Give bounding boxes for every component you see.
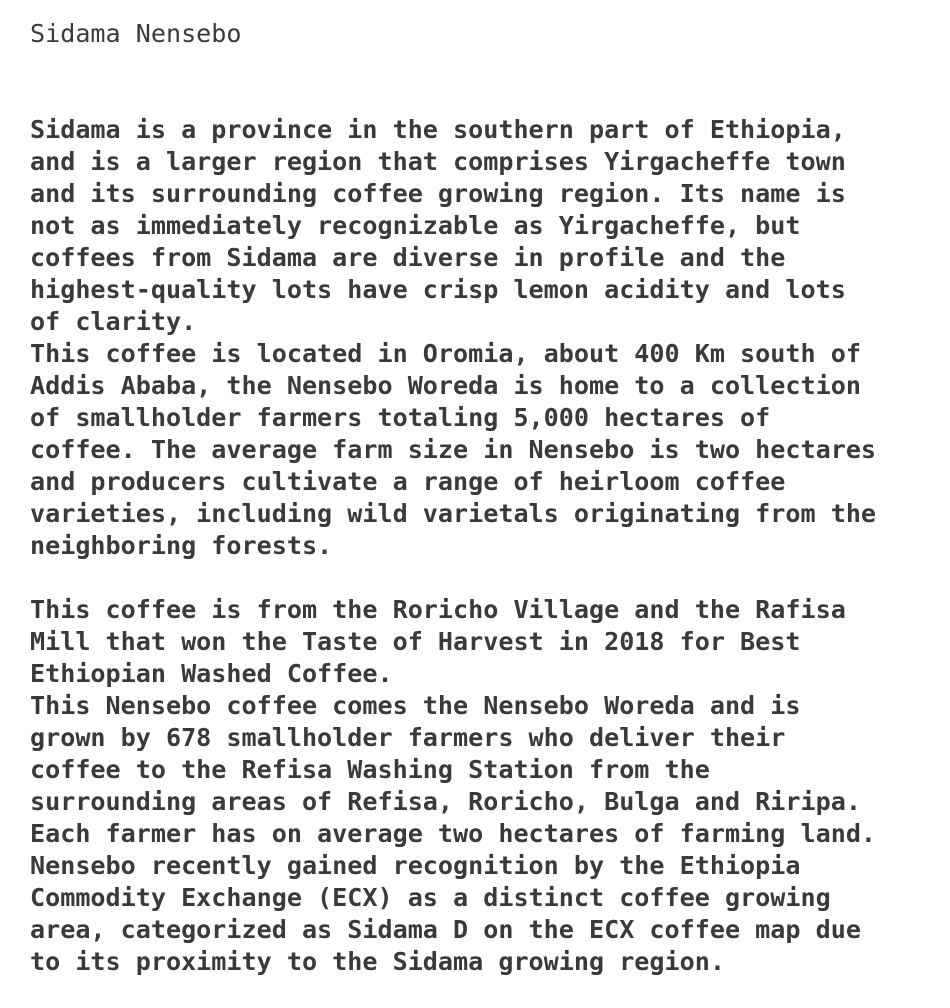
text-line: coffees from Sidama are diverse in profile and the [30, 243, 786, 272]
text-line: Each farmer has on average two hectares of farming land. [30, 819, 877, 848]
text-line: and producers cultivate a range of heirloom coffee [30, 467, 786, 496]
text-line: surrounding areas of Refisa, Roricho, Bulga and Riripa. [30, 787, 861, 816]
title-spacer [30, 50, 940, 114]
text-line: Mill that won the Taste of Harvest in 2018 for Best [30, 627, 801, 656]
text-line: of smallholder farmers totaling 5,000 hectares of [30, 403, 771, 432]
text-line: highest-quality lots have crisp lemon acidity and lots [30, 275, 846, 304]
text-line: not as immediately recognizable as Yirgacheffe, but [30, 211, 801, 240]
text-line: and its surrounding coffee growing region. Its name is [30, 179, 846, 208]
text-line: Ethiopian Washed Coffee. [30, 659, 393, 688]
text-line: neighboring forests. [30, 531, 333, 560]
document [30, 18, 940, 978]
paragraph-oromia-location [30, 338, 940, 562]
paragraph-gap [30, 562, 940, 594]
document-title: Sidama Nensebo [30, 19, 242, 48]
text-line: This coffee is located in Oromia, about 400 Km south of [30, 339, 861, 368]
text-line: Commodity Exchange (ECX) as a distinct coffee growing [30, 883, 831, 912]
paragraph-roricho-village [30, 594, 940, 690]
text-line: to its proximity to the Sidama growing region. [30, 947, 725, 976]
text-line: of clarity. [30, 307, 197, 336]
text-line: This coffee is from the Roricho Village and the Rafisa [30, 595, 846, 624]
text-line: Addis Ababa, the Nensebo Woreda is home to a collection [30, 371, 861, 400]
text-line: This Nensebo coffee comes the Nensebo Woreda and is [30, 691, 801, 720]
text-line: varieties, including wild varietals originating from the [30, 499, 877, 528]
text-line: coffee. The average farm size in Nensebo is two hectares [30, 435, 877, 464]
text-line: and is a larger region that comprises Yirgacheffe town [30, 147, 846, 176]
paragraph-nensebo-woreda [30, 690, 940, 978]
text-line: grown by 678 smallholder farmers who deliver their [30, 723, 786, 752]
text-line: Sidama is a province in the southern part of Ethiopia, [30, 115, 846, 144]
paragraph-sidama-region [30, 114, 940, 338]
text-line: coffee to the Refisa Washing Station from the [30, 755, 710, 784]
text-line: Nensebo recently gained recognition by the Ethiopia [30, 851, 801, 880]
text-line: area, categorized as Sidama D on the ECX coffee map due [30, 915, 861, 944]
